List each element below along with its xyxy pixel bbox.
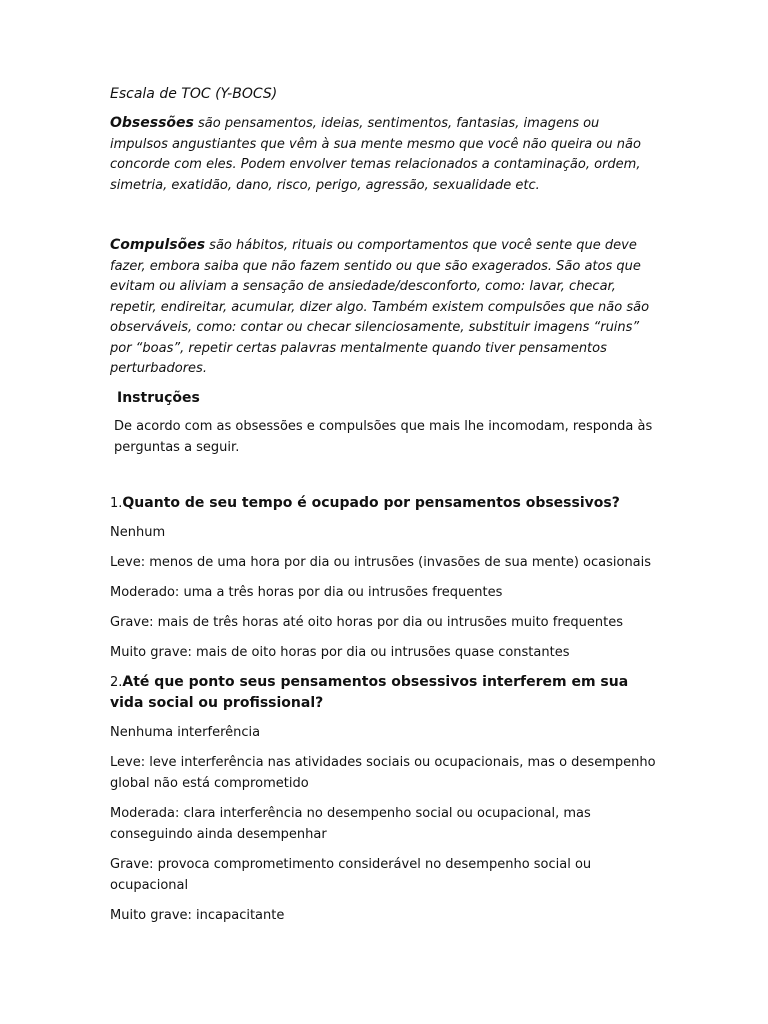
instructions-heading: Instruções [117, 389, 200, 406]
compulsions-term: Compulsões [110, 237, 206, 253]
question-block-2 [110, 672, 660, 926]
answer-option: Moderada: clara interferência no desempenho social ou ocupacional, mas conseguindo ainda desempenhar [110, 805, 591, 842]
answer-option: Grave: provoca comprometimento considerável no desempenho social ou ocupacional [110, 856, 592, 893]
document-title: Escala de TOC (Y-BOCS) [110, 86, 278, 102]
compulsions-paragraph [110, 235, 660, 380]
answer-option: Nenhuma interferência [110, 724, 261, 740]
document-page [110, 84, 660, 935]
question-text: Quanto de seu tempo é ocupado por pensamentos obsessivos? [122, 494, 620, 511]
question-2 [110, 672, 660, 714]
answer-option: Leve: leve interferência nas atividades sociais ou ocupacionais, mas o desempenho global não está comprometido [110, 754, 656, 791]
question-number: 2. [110, 674, 123, 690]
question-text: Até que ponto seus pensamentos obsessivos interferem em sua vida social ou profissional? [110, 673, 629, 711]
question-number: 1. [110, 495, 123, 511]
answer-option: Muito grave: incapacitante [110, 907, 285, 923]
compulsions-definition: são hábitos, rituais ou comportamentos que você sente que deve fazer, embora saiba que não fazem sentido ou que são exagerados. São atos que evitam ou aliviam a sensação de ansiedade/desconforto, como: lavar, checar, repetir, endireitar, acumular, dizer algo. Também existem compulsões que não são observáveis, como: contar ou checar silenciosamente, substituir imagens “ruins” por “boas”, repetir certas palavras mentalmente quando tiver pensamentos perturbadores. [110, 238, 650, 376]
question-1 [110, 493, 660, 514]
spacer [110, 458, 660, 493]
instructions-text: De acordo com as obsessões e compulsões que mais lhe incomodam, responda às perguntas a seguir. [114, 418, 653, 455]
obsessions-term: Obsessões [110, 115, 194, 131]
obsessions-paragraph [110, 113, 660, 196]
answer-option: Nenhum [110, 524, 166, 540]
answer-option: Grave: mais de três horas até oito horas por dia ou intrusões muito frequentes [110, 614, 623, 630]
answer-option: Moderado: uma a três horas por dia ou intrusões frequentes [110, 584, 503, 600]
spacer [110, 196, 660, 235]
obsessions-definition: são pensamentos, ideias, sentimentos, fantasias, imagens ou impulsos angustiantes que vêm à sua mente mesmo que você não queira ou não concorde com eles. Podem envolver temas relacionados a contaminação, ordem, simetria, exatidão, dano, risco, perigo, agressão, sexualidade etc. [110, 116, 641, 193]
answer-option: Muito grave: mais de oito horas por dia ou intrusões quase constantes [110, 644, 570, 660]
question-block-1 [110, 493, 660, 663]
answer-option: Leve: menos de uma hora por dia ou intrusões (invasões de sua mente) ocasionais [110, 554, 652, 570]
